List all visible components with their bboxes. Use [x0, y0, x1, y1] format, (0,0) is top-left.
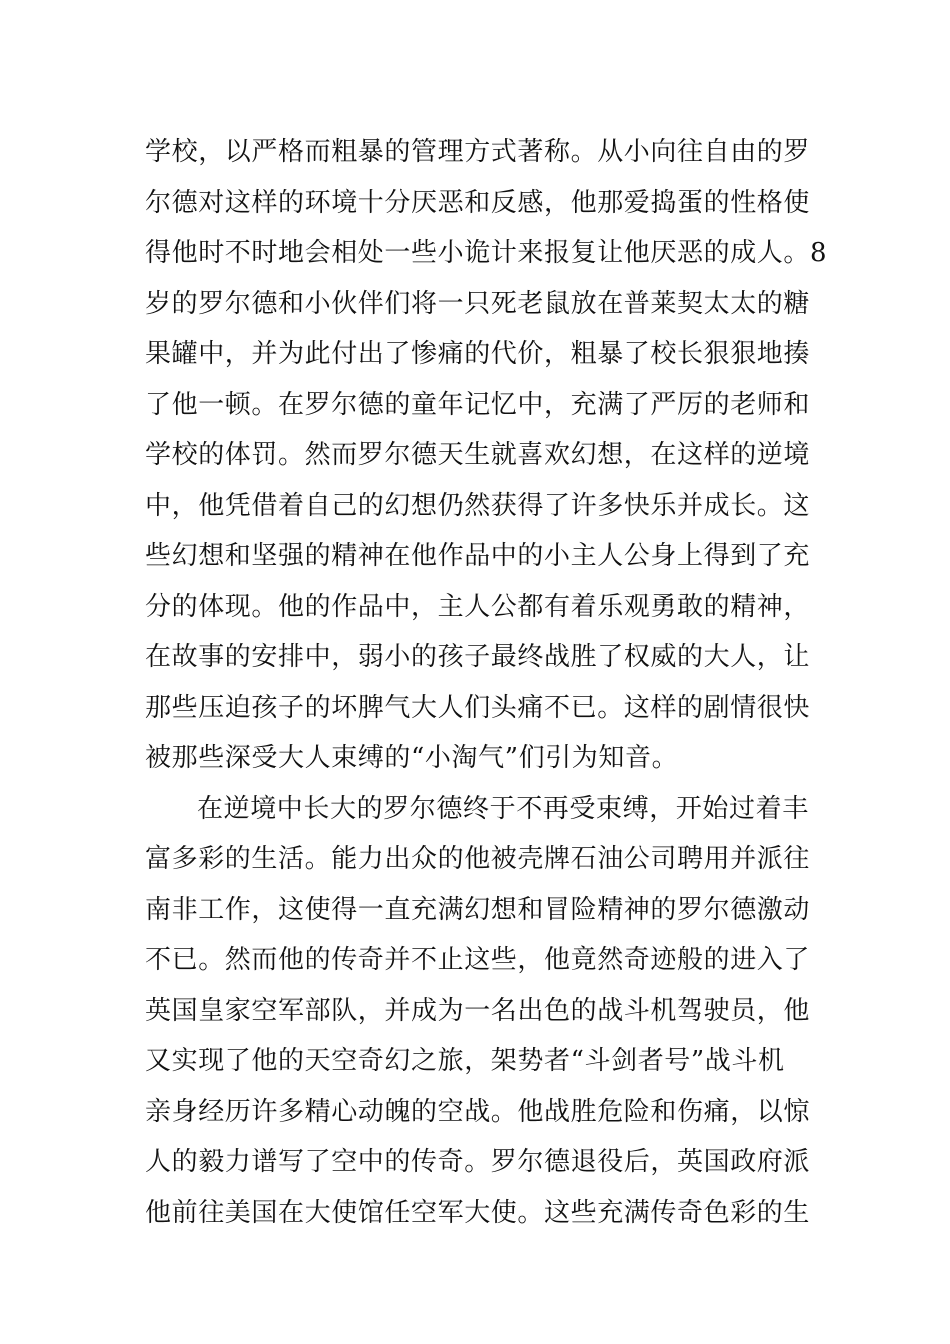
paragraph-1: [145, 127, 828, 784]
paragraph-line: 又实现了他的天空奇幻之旅，架势者“斗剑者号”战斗机: [145, 1046, 785, 1076]
paragraph-line: 了他一顿。在罗尔德的童年记忆中，充满了严厉的老师和: [145, 389, 811, 420]
paragraph-line: 果罐中，并为此付出了惨痛的代价，粗暴了校长狠狠地揍: [145, 339, 811, 369]
paragraph-line: 富多彩的生活。能力出众的他被壳牌石油公司聘用并派往: [145, 844, 811, 874]
document-body: [145, 127, 828, 1238]
paragraph-line: 那些压迫孩子的坏脾气大人们头痛不已。这样的剧情很快: [145, 692, 811, 723]
paragraph-line: 在逆境中长大的罗尔德终于不再受束缚，开始过着丰: [197, 793, 809, 824]
paragraph-line: 南非工作，这使得一直充满幻想和冒险精神的罗尔德激动: [145, 894, 811, 925]
paragraph-line: 些幻想和坚强的精神在他作品中的小主人公身上得到了充: [145, 541, 811, 571]
paragraph-line: 英国皇家空军部队，并成为一名出色的战斗机驾驶员，他: [145, 995, 811, 1026]
paragraph-2: [145, 784, 810, 1239]
paragraph-line: 得他时不时地会相处一些小诡计来报复让他厌恶的成人。8: [145, 238, 828, 268]
paragraph-line: 亲身经历许多精心动魄的空战。他战胜危险和伤痛，以惊: [145, 1096, 811, 1127]
paragraph-line: 中，他凭借着自己的幻想仍然获得了许多快乐并成长。这: [145, 490, 811, 521]
paragraph-line: 在故事的安排中，弱小的孩子最终战胜了权威的大人，让: [145, 642, 811, 672]
paragraph-line: 他前往美国在大使馆任空军大使。这些充满传奇色彩的生: [145, 1197, 811, 1228]
paragraph-line: 不已。然而他的传奇并不止这些，他竟然奇迹般的进入了: [145, 945, 811, 975]
paragraph-line: 被那些深受大人束缚的“小淘气”们引为知音。: [145, 743, 679, 773]
paragraph-line: 学校，以严格而粗暴的管理方式著称。从小向往自由的罗: [145, 137, 811, 167]
paragraph-line: 岁的罗尔德和小伙伴们将一只死老鼠放在普莱契太太的糖: [145, 288, 811, 319]
paragraph-line: 学校的体罚。然而罗尔德天生就喜欢幻想，在这样的逆境: [145, 440, 811, 470]
paragraph-line: 尔德对这样的环境十分厌恶和反感，他那爱捣蛋的性格使: [145, 187, 811, 218]
paragraph-line: 人的毅力谱写了空中的传奇。罗尔德退役后，英国政府派: [145, 1147, 811, 1177]
paragraph-line: 分的体现。他的作品中，主人公都有着乐观勇敢的精神，: [145, 591, 811, 622]
